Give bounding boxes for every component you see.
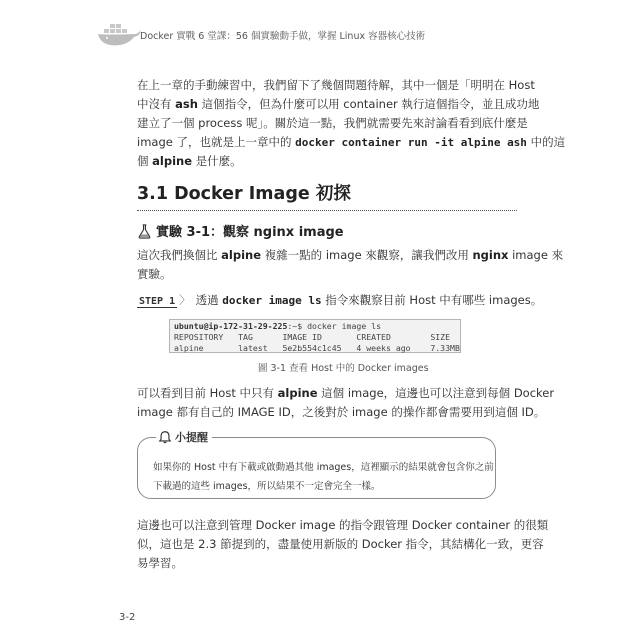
section-divider	[137, 210, 517, 211]
figure-caption: 圖 3-1 查看 Host 中的 Docker images	[258, 363, 429, 374]
intro-line-1: 在上一章的手動練習中，我們留下了幾個問題待解，其中一個是「明明在 Host	[137, 78, 535, 92]
ash-term: ash	[175, 97, 198, 111]
step-1: STEP 1 〉 透過 docker image ls 指令來觀察目前 Host 中有哪些 images。	[139, 293, 543, 307]
docker-whale-icon	[96, 20, 142, 48]
terminal-prompt-line: ubuntu@ip-172-31-29-225:~$ docker image ls	[174, 321, 382, 331]
nginx-term: nginx	[472, 248, 509, 262]
terminal-header-row: REPOSITORY TAG IMAGE ID CREATED SIZE	[174, 332, 451, 342]
intro-line-5: 個 alpine 是什麼。	[137, 154, 242, 168]
step-command: docker image ls	[222, 294, 322, 307]
terminal-data-row: alpine latest 5e2b554c1c45 4 weeks ago 7.33MB	[174, 343, 460, 353]
after-figure-line-2: image 都有自己的 IMAGE ID，之後對於 image 的操作都會需要用到這個 ID。	[137, 405, 546, 419]
intro-line-3: 建立了一個 process 呢」。關於這一點，我們就需要先來討論看看到底什麼是	[137, 116, 528, 130]
tip-line-1: 如果你的 Host 中有下載或啟動過其他 images，這裡顯示的結果就會包含你之前	[153, 462, 494, 473]
chevron-right-icon: 〉	[179, 293, 191, 307]
after-figure-paragraph	[137, 384, 554, 422]
inline-command: docker container run -it alpine ash	[295, 136, 527, 149]
closing-paragraph	[137, 516, 548, 573]
running-title: Docker 實戰 6 堂課：56 個實驗動手做，掌握 Linux 容器核心技術	[140, 31, 426, 42]
closing-line-3: 易學習。	[137, 556, 183, 570]
step-badge: STEP 1	[139, 296, 176, 307]
lab-flask-icon	[137, 224, 152, 239]
intro-line-4: image 了，也就是上一章中的 docker container run -it alpine ash 中的這	[137, 135, 566, 149]
bell-icon	[158, 430, 172, 444]
lab-intro-line-1: 這次我們換個比 alpine 複雜一點的 image 來觀察，讓我們改用 nginx image 來	[137, 248, 564, 262]
lab-title	[137, 221, 344, 240]
after-figure-line-1: 可以看到目前 Host 中只有 alpine 這個 image，這邊也可以注意到每個 Docker	[137, 386, 555, 400]
tip-text	[153, 458, 494, 496]
lab-intro-line-2: 實驗。	[137, 267, 172, 281]
intro-line-2: 中沒有 ash 這個指令，但為什麼可以用 container 執行這個指令，並且成功地	[137, 97, 540, 111]
alpine-term: alpine	[152, 154, 193, 168]
tip-line-2: 下載過的這些 images，所以結果不一定會完全一樣。	[153, 481, 381, 492]
tip-title: 小提醒	[156, 429, 212, 445]
closing-line-2: 似，這也是 2.3 節提到的，盡量使用新版的 Docker 指令，其結構化一致，更容	[137, 537, 544, 551]
section-heading: 3.1 Docker Image 初探	[137, 184, 351, 204]
running-header	[96, 20, 546, 48]
page-number: 3-2	[119, 612, 136, 623]
intro-paragraph	[137, 76, 565, 171]
lab-intro-paragraph	[137, 246, 563, 284]
closing-line-1: 這邊也可以注意到管理 Docker image 的指令跟管理 Docker container 的很類	[137, 518, 549, 532]
terminal-screenshot	[169, 319, 461, 353]
lab-title-text: 實驗 3-1：觀察 nginx image	[156, 225, 344, 240]
